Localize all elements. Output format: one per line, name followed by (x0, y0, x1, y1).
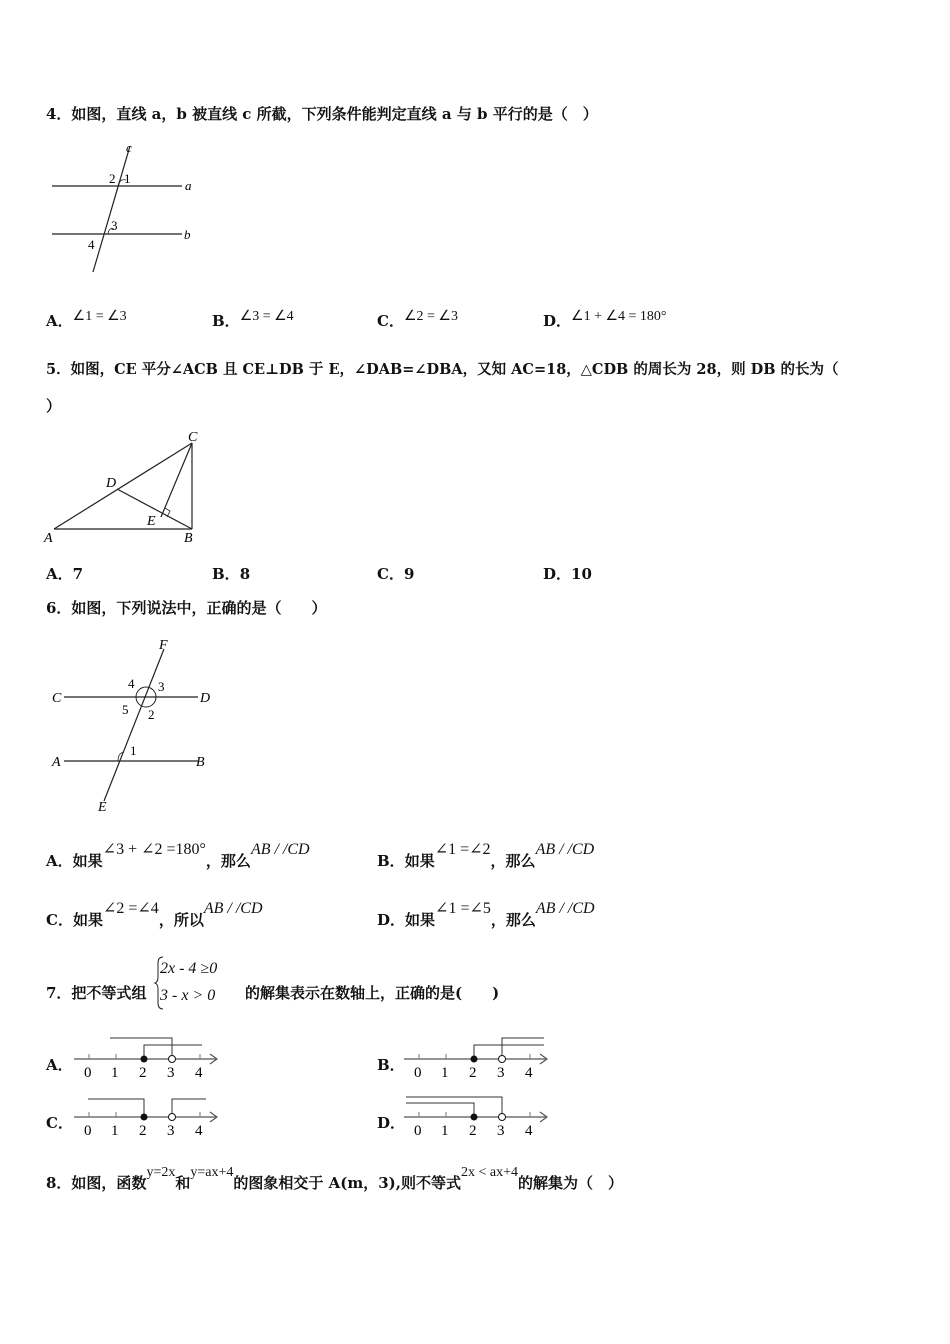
q6-label-2: 2 (148, 707, 155, 722)
q5-option-c[interactable]: C．9 (377, 565, 415, 583)
q7-option-a[interactable]: A． (46, 1056, 73, 1074)
q7c-tick-4: 4 (195, 1123, 203, 1139)
q7a-tick-2: 2 (139, 1065, 147, 1081)
q5-label-A: A (44, 531, 53, 546)
q4-label-1: 1 (124, 171, 131, 186)
q8-and: 和 (175, 1174, 191, 1192)
q7c-tick-3: 3 (167, 1123, 175, 1139)
q4-label-3: 3 (111, 218, 118, 233)
q7c-tick-2: 2 (139, 1123, 147, 1139)
q4-label-2: 2 (109, 171, 116, 186)
q7-numberline-a (74, 1033, 224, 1081)
q7b-tick-4: 4 (525, 1065, 533, 1081)
q7c-tick-1: 1 (111, 1123, 119, 1139)
q4-option-d[interactable]: D．∠1 + ∠4 = 180° (543, 309, 667, 330)
q4-option-a[interactable]: A．∠1 = ∠3 (46, 309, 127, 330)
q4-stem: 4．如图，直线 a，b 被直线 c 所截，下列条件能判定直线 a 与 b 平行的是（ ） (46, 105, 598, 123)
q5-option-b[interactable]: B．8 (212, 565, 251, 583)
q5-stem-line2: ） (46, 397, 62, 415)
q4-label-b: b (184, 227, 191, 242)
q7-option-b[interactable]: B． (377, 1056, 405, 1074)
q7-system (160, 955, 217, 1009)
q7a-tick-1: 1 (111, 1065, 119, 1081)
q8-suffix: 的解集为（ ） (518, 1174, 624, 1192)
q6-label-5: 5 (122, 702, 129, 717)
q5-figure (44, 425, 214, 550)
q4-label-c: c (126, 140, 132, 155)
q7-numberline-c (74, 1091, 224, 1139)
q7-option-c[interactable]: C． (46, 1114, 73, 1132)
q7b-tick-2: 2 (469, 1065, 477, 1081)
q5-stem-line1: 5．如图，CE 平分∠ACB 且 CE⊥DB 于 E，∠DAB=∠DBA，又知 AC=18，△CDB 的周长为 28，则 DB 的长为（ (46, 361, 839, 378)
q6-option-b[interactable]: B．如果∠1 =∠2，那么AB / /CD (377, 841, 595, 870)
q7b-tick-1: 1 (441, 1065, 449, 1081)
q8-stem (46, 1165, 624, 1193)
q6-stem: 6．如图，下列说法中，正确的是（ ） (46, 599, 327, 617)
q6-label-C: C (52, 691, 62, 706)
q7d-tick-1: 1 (441, 1123, 449, 1139)
q5-option-a[interactable]: A．7 (46, 565, 84, 583)
q4-label-4: 4 (88, 237, 95, 252)
q8-prefix: 8．如图，函数 (46, 1174, 147, 1192)
q6-option-a[interactable]: A．如果∠3 + ∠2 =180°，那么AB / /CD (46, 841, 310, 870)
q7-stem-before: 7．把不等式组 (46, 984, 147, 1002)
q5-option-d[interactable]: D．10 (543, 565, 592, 583)
q6-label-3: 3 (158, 679, 165, 694)
q7d-tick-3: 3 (497, 1123, 505, 1139)
q5-label-C: C (188, 430, 198, 445)
q4-label-a: a (185, 178, 192, 193)
q6-figure (48, 635, 228, 815)
q7-system-row2: 3 - x > 0 (160, 987, 216, 1004)
q6-label-E: E (98, 800, 107, 815)
q7a-tick-3: 3 (167, 1065, 175, 1081)
q7b-tick-3: 3 (497, 1065, 505, 1081)
q4-option-c[interactable]: C．∠2 = ∠3 (377, 309, 458, 330)
q6-option-d[interactable]: D．如果∠1 =∠5，那么AB / /CD (377, 900, 595, 929)
q5-label-B: B (184, 531, 193, 546)
q7c-tick-0: 0 (84, 1123, 92, 1139)
q4-option-b[interactable]: B．∠3 = ∠4 (212, 309, 294, 330)
q6-option-c[interactable]: C．如果∠2 =∠4，所以AB / /CD (46, 900, 263, 929)
q8-mid: 的图象相交于 A(m，3),则不等式 (233, 1174, 461, 1192)
q7-stem-after: 的解集表示在数轴上，正确的是( ) (245, 984, 500, 1002)
q6-label-B: B (196, 755, 205, 770)
q8-f2: y=ax+4 (190, 1165, 234, 1180)
q7a-tick-4: 4 (195, 1065, 203, 1081)
q6-label-A: A (52, 755, 61, 770)
q8-ineq: 2x < ax+4 (460, 1165, 518, 1180)
q6-label-4: 4 (128, 676, 135, 691)
q6-label-1: 1 (130, 743, 137, 758)
q7a-tick-0: 0 (84, 1065, 92, 1081)
q5-label-E: E (147, 514, 156, 529)
q6-label-D: D (200, 691, 211, 706)
q7d-tick-0: 0 (414, 1123, 422, 1139)
q7-numberline-d (404, 1091, 554, 1139)
q8-f1: y=2x (146, 1165, 176, 1180)
q5-label-D: D (106, 476, 117, 491)
q7d-tick-2: 2 (469, 1123, 477, 1139)
q6-label-F: F (159, 638, 168, 653)
q7-system-row1: 2x - 4 ≥0 (160, 960, 218, 977)
q7b-tick-0: 0 (414, 1065, 422, 1081)
q7-numberline-b (404, 1033, 554, 1081)
q7-option-d[interactable]: D． (377, 1114, 406, 1132)
q4-figure (48, 140, 208, 275)
q7d-tick-4: 4 (525, 1123, 533, 1139)
